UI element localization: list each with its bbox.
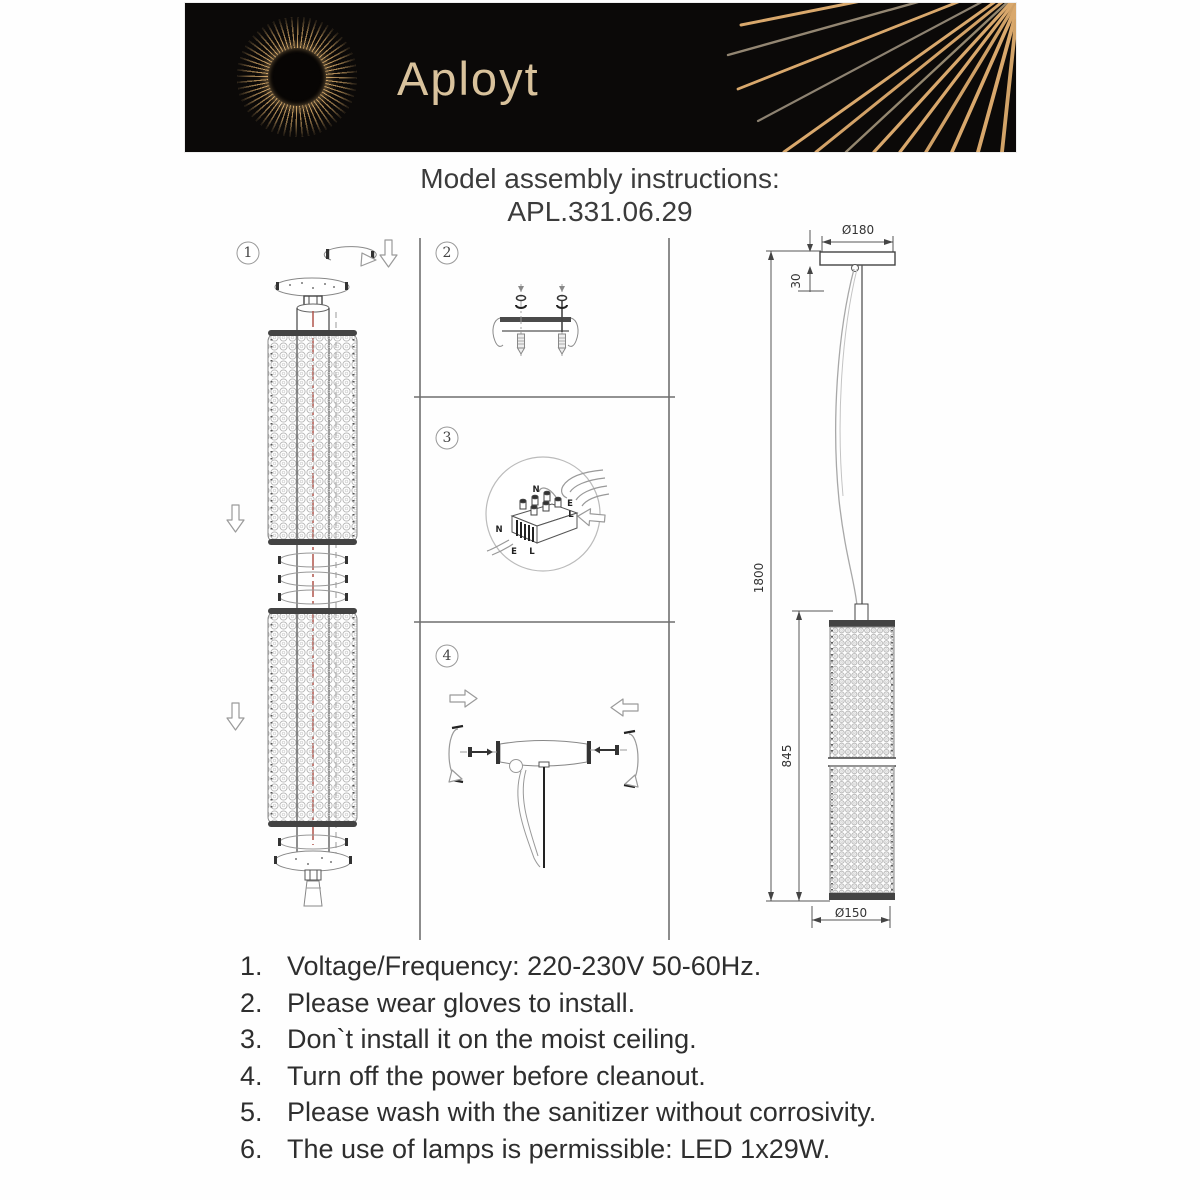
step4-badge [436,645,458,667]
canopy-screw-left [460,747,497,757]
dimension-drawing [752,223,896,928]
label-l-right: L [568,510,574,520]
list-item [0,1058,1100,1095]
item-number: 1. [240,951,263,981]
body-diameter-label: Ø150 [834,906,868,920]
bottom-connector [304,870,322,906]
list-item [0,985,1100,1022]
canopy-screw-right [590,745,627,755]
step3-badge [436,427,458,449]
step2-bracket-panel [436,242,578,356]
label-l-bottom: L [529,547,535,557]
list-item [0,1131,1100,1168]
step1-exploded-view [227,240,397,906]
dim-canopy-diameter [822,223,893,252]
item-text: Please wash with the sanitizer without corrosivity. [287,1097,877,1127]
label-n-left: N [495,525,503,535]
item-text: Voltage/Frequency: 220-230V 50-60Hz. [287,951,762,981]
label-e-bottom: E [511,547,517,557]
item-text: Please wear gloves to install. [287,987,636,1018]
label-e-right: E [567,499,573,509]
label-n-top: N [532,485,540,495]
step4-number: 4 [442,648,452,664]
item-number: 3. [240,1024,263,1054]
dim-body-height [780,611,833,901]
dim-canopy-offset [789,230,824,292]
lower-shade [268,608,357,827]
exploded-canopy-plate [275,278,349,296]
hanging-cable [510,760,550,869]
page-title: Model assembly instructions: [420,163,780,194]
list-item [0,1094,1100,1131]
item-number: 6. [240,1133,263,1164]
upper-shade [268,330,357,545]
item-text: Don`t install it on the moist ceiling. [287,1024,697,1054]
dim-overall-height [752,251,830,901]
down-arrow-icon [227,703,244,730]
brand-name: Aployt [397,52,540,105]
lamp-body [828,604,896,900]
instruction-list [0,948,1100,1167]
bottom-disc [274,851,352,871]
item-number: 2. [240,987,263,1018]
item-text: The use of lamps is permissible: LED 1x29W. [287,1133,831,1164]
item-number: 4. [240,1060,263,1091]
model-number: APL.331.06.29 [507,196,693,227]
step3-number: 3 [442,430,452,446]
step2-badge [436,242,458,264]
step3-wiring-panel [436,427,609,571]
step1-number: 1 [243,245,253,261]
cable-hook [852,265,859,272]
suspension [836,265,862,607]
canopy-diameter-label: Ø180 [841,223,875,237]
item-text: Turn off the power before cleanout. [287,1060,706,1091]
rotate-icon [324,247,376,266]
step4-canopy-panel [436,645,638,868]
list-item [0,948,1100,985]
step1-badge [237,242,259,264]
canopy-offset-label: 30 [789,273,803,289]
dim-body-diameter [812,906,890,928]
left-arrow-icon [611,699,638,716]
down-arrow-icon [227,505,244,532]
right-arrow-icon [450,690,477,707]
body-height-label: 845 [780,744,794,768]
list-item [0,1021,1100,1058]
overall-height-label: 1800 [752,562,766,594]
item-number: 5. [240,1097,263,1127]
down-arrow-icon [380,240,397,267]
rotate-arc-left [449,726,463,782]
canopy-plate [820,252,895,265]
rotate-arc-right [624,731,638,787]
step2-number: 2 [442,245,452,261]
